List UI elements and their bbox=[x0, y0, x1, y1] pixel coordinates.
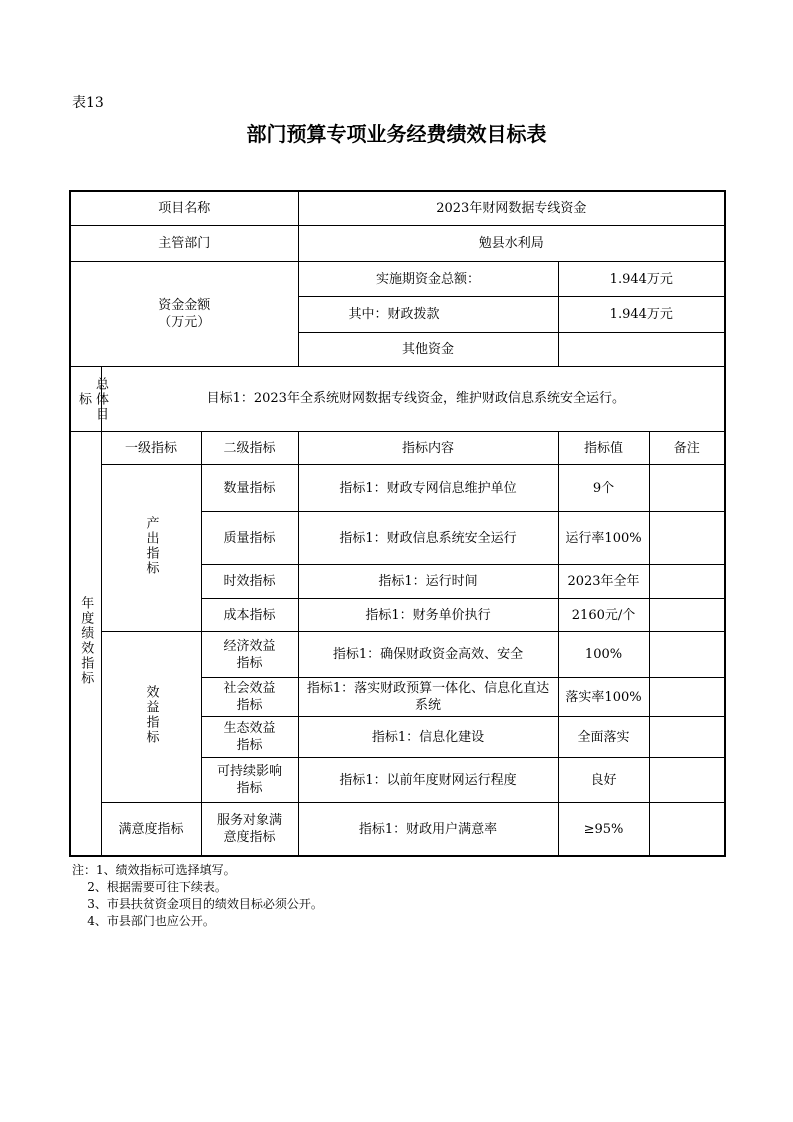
output-row-content: 指标1：财政信息系统安全运行 bbox=[298, 512, 558, 565]
benefit-row-content: 指标1：信息化建设 bbox=[298, 717, 558, 758]
page-title: 部门预算专项业务经费绩效目标表 bbox=[246, 122, 547, 146]
output-row-note bbox=[649, 599, 725, 632]
output-row-value: 9个 bbox=[558, 465, 649, 512]
output-row-note bbox=[649, 512, 725, 565]
output-row-level2: 时效指标 bbox=[201, 565, 298, 599]
performance-goal-table bbox=[69, 190, 726, 857]
benefit-row-note bbox=[649, 758, 725, 803]
header-content: 指标内容 bbox=[298, 432, 558, 465]
benefit-row-content: 指标1：落实财政预算一体化、信息化直达系统 bbox=[298, 678, 558, 717]
satisfaction-level2: 服务对象满意度指标 bbox=[201, 803, 298, 856]
benefit-row-value: 落实率100% bbox=[558, 678, 649, 717]
annual-indicators-label bbox=[70, 432, 101, 856]
output-row-value: 运行率100% bbox=[558, 512, 649, 565]
output-row-value: 2023年全年 bbox=[558, 565, 649, 599]
satisfaction-value: ≥95% bbox=[558, 803, 649, 856]
satisfaction-note bbox=[649, 803, 725, 856]
output-indicators-label bbox=[101, 465, 201, 632]
table-number: 表13 bbox=[72, 95, 104, 111]
funds-total-label: 实施期资金总额： bbox=[298, 262, 558, 297]
header-level2: 二级指标 bbox=[201, 432, 298, 465]
output-row-level2: 成本指标 bbox=[201, 599, 298, 632]
funds-total-value: 1.944万元 bbox=[558, 262, 725, 297]
benefit-indicators-label bbox=[101, 632, 201, 803]
benefit-row-note bbox=[649, 717, 725, 758]
satisfaction-content: 指标1：财政用户满意率 bbox=[298, 803, 558, 856]
benefit-row-value: 全面落实 bbox=[558, 717, 649, 758]
benefit-row-level2: 经济效益指标 bbox=[201, 632, 298, 678]
department-value: 勉县水利局 bbox=[298, 226, 725, 262]
output-row-note bbox=[649, 465, 725, 512]
output-row-level2: 数量指标 bbox=[201, 465, 298, 512]
funds-label-line2: （万元） bbox=[158, 314, 211, 330]
footnote-line: 注：1、绩效指标可选择填写。 bbox=[72, 863, 236, 877]
funds-fiscal-label: 其中：财政拨款 bbox=[298, 297, 558, 333]
funds-label bbox=[70, 262, 298, 367]
benefit-row-content: 指标1：以前年度财网运行程度 bbox=[298, 758, 558, 803]
footnote-line: 4、市县部门也应公开。 bbox=[72, 914, 215, 928]
funds-other-label: 其他资金 bbox=[298, 332, 558, 366]
project-name-value: 2023年财网数据专线资金 bbox=[298, 191, 725, 226]
satisfaction-level1: 满意度指标 bbox=[101, 803, 201, 856]
department-label: 主管部门 bbox=[70, 226, 298, 262]
output-row-content: 指标1：财政专网信息维护单位 bbox=[298, 465, 558, 512]
output-indicators-label-text: 产出指标 bbox=[143, 515, 159, 576]
funds-fiscal-value: 1.944万元 bbox=[558, 297, 725, 333]
benefit-row-content: 指标1：确保财政资金高效、安全 bbox=[298, 632, 558, 678]
overall-goal-label-text: 总体目标 bbox=[76, 377, 108, 423]
benefit-row-value: 良好 bbox=[558, 758, 649, 803]
header-note: 备注 bbox=[649, 432, 725, 465]
project-name-label: 项目名称 bbox=[70, 191, 298, 226]
overall-goal-label bbox=[70, 366, 108, 432]
output-row-note bbox=[649, 565, 725, 599]
benefit-indicators-label-text: 效益指标 bbox=[143, 684, 159, 745]
footnote-line: 3、市县扶贫资金项目的绩效目标必须公开。 bbox=[72, 897, 323, 911]
header-value: 指标值 bbox=[558, 432, 649, 465]
funds-label-line1: 资金金额 bbox=[158, 297, 211, 313]
header-level1: 一级指标 bbox=[101, 432, 201, 465]
benefit-row-note bbox=[649, 632, 725, 678]
annual-indicators-label-text: 年度绩效指标 bbox=[78, 596, 94, 687]
benefit-row-level2: 社会效益指标 bbox=[201, 678, 298, 717]
output-row-level2: 质量指标 bbox=[201, 512, 298, 565]
benefit-row-note bbox=[649, 678, 725, 717]
output-row-content: 指标1：财务单价执行 bbox=[298, 599, 558, 632]
benefit-row-level2: 生态效益指标 bbox=[201, 717, 298, 758]
footnote-line: 2、根据需要可往下续表。 bbox=[72, 880, 227, 894]
footnotes bbox=[72, 862, 323, 930]
benefit-row-level2: 可持续影响指标 bbox=[201, 758, 298, 803]
output-row-content: 指标1：运行时间 bbox=[298, 565, 558, 599]
funds-other-value bbox=[558, 332, 725, 366]
overall-goal-text: 目标1：2023年全系统财网数据专线资金，维护财政信息系统安全运行。 bbox=[101, 366, 725, 432]
benefit-row-value: 100% bbox=[558, 632, 649, 678]
output-row-value: 2160元/个 bbox=[558, 599, 649, 632]
